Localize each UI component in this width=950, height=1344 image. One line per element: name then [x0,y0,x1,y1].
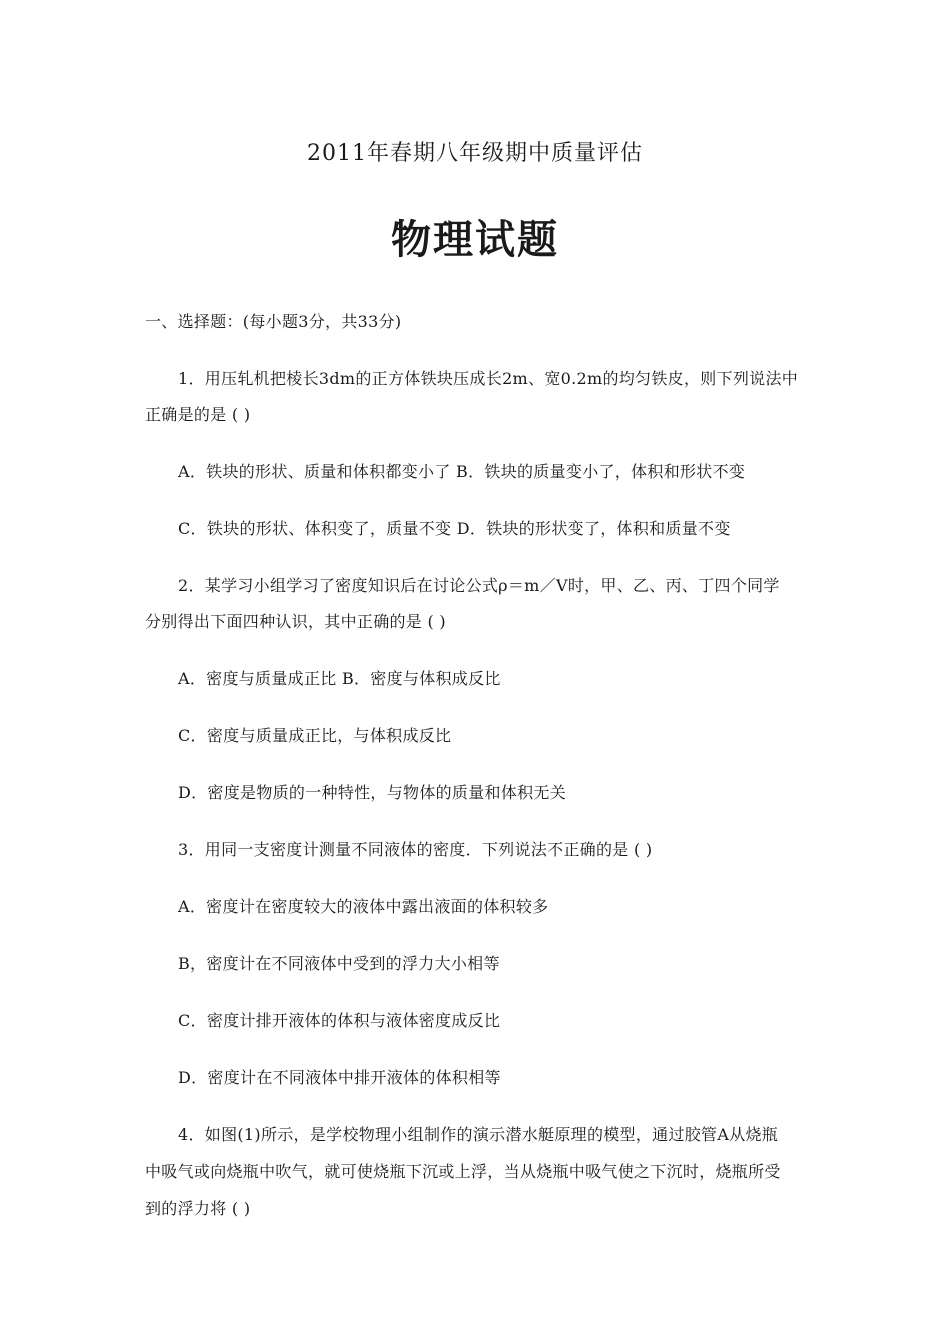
section-heading: 一、选择题：(每小题3分，共33分) [145,312,402,331]
question-4-stem-line-1: 4．如图(1)所示，是学校物理小组制作的演示潜水艇原理的模型，通过胶管A从烧瓶 [178,1125,779,1144]
question-4-stem-line-2: 中吸气或向烧瓶中吹气，就可使烧瓶下沉或上浮，当从烧瓶中吸气使之下沉时，烧瓶所受 [145,1162,781,1181]
question-1-stem-line-2: 正确是的是 ( ) [145,405,251,424]
question-2-option-c: C．密度与质量成正比，与体积成反比 [178,726,452,745]
question-1-options-ab: A．铁块的形状、质量和体积都变小了 B．铁块的质量变小了，体积和形状不变 [178,462,746,481]
question-3-option-c: C．密度计排开液体的体积与液体密度成反比 [178,1011,501,1030]
question-1-stem-line-1: 1．用压轧机把棱长3dm的正方体铁块压成长2m、宽0.2m的均匀铁皮，则下列说法中 [178,369,799,388]
question-4-stem-line-3: 到的浮力将 ( ) [145,1199,251,1218]
question-1-options-cd: C．铁块的形状、体积变了，质量不变 D．铁块的形状变了，体积和质量不变 [178,519,731,538]
question-3-option-d: D．密度计在不同液体中排开液体的体积相等 [178,1068,501,1087]
question-3-option-a: A．密度计在密度较大的液体中露出液面的体积较多 [178,897,549,916]
question-3-option-b: B，密度计在不同液体中受到的浮力大小相等 [178,954,500,973]
question-2-stem-line-2: 分别得出下面四种认识，其中正确的是 ( ) [145,612,446,631]
question-2-stem-line-1: 2．某学习小组学习了密度知识后在讨论公式ρ＝m／V时，甲、乙、丙、丁四个同学 [178,576,780,595]
question-3-stem: 3．用同一支密度计测量不同液体的密度．下列说法不正确的是 ( ) [178,840,653,859]
exam-title: 物理试题 [391,217,559,263]
question-2-option-d: D．密度是物质的一种特性，与物体的质量和体积无关 [178,783,567,802]
exam-subtitle: 2011年春期八年级期中质量评估 [307,141,643,166]
question-2-options-ab: A．密度与质量成正比 B．密度与体积成反比 [178,669,501,688]
